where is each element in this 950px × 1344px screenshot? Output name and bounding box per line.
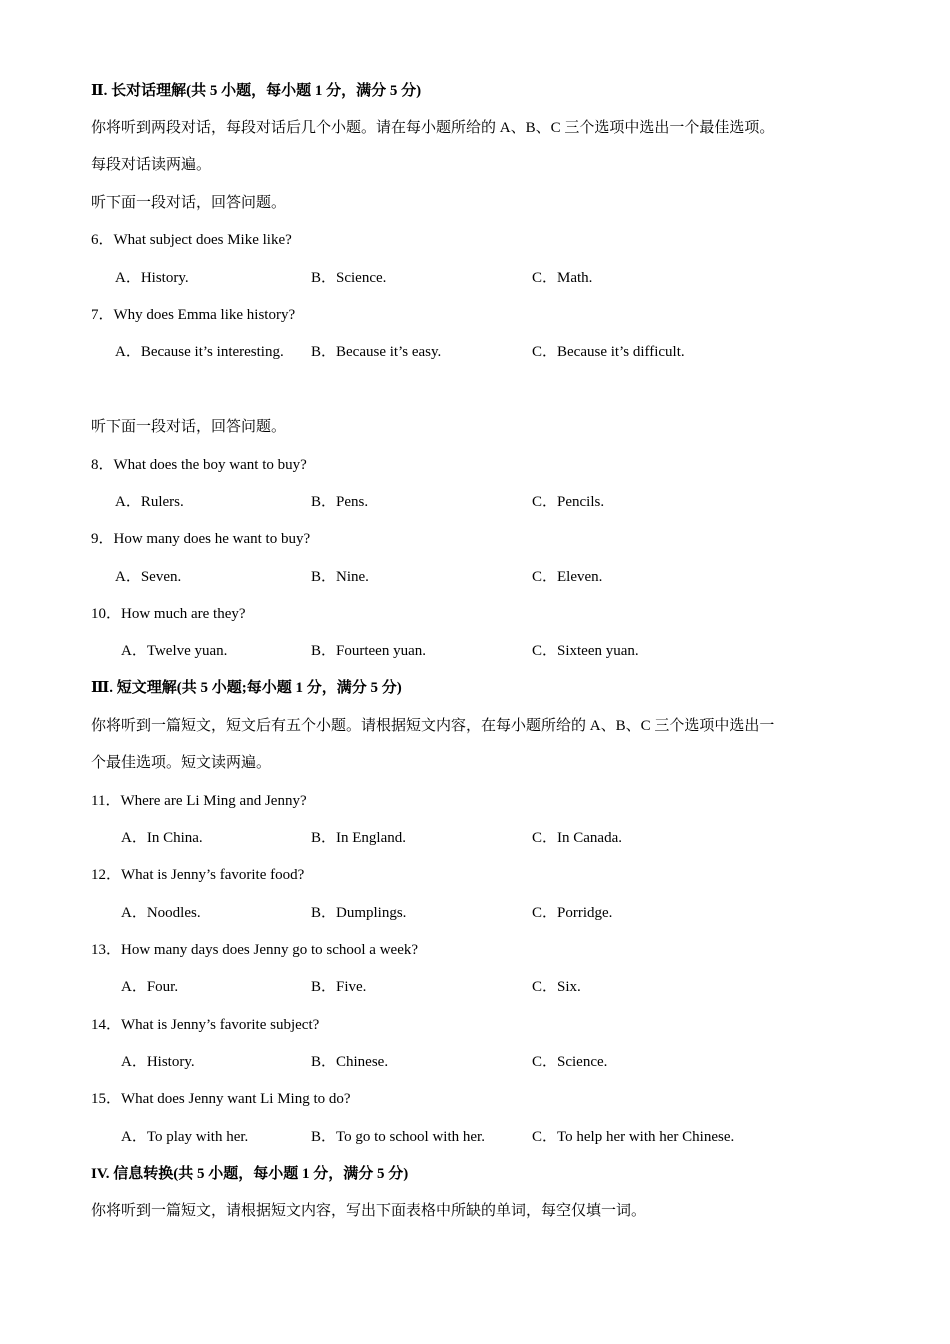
question-6-option-b: B．Science.: [311, 270, 387, 286]
question-10-option-c: C．Sixteen yuan.: [532, 643, 639, 659]
question-11-option-b: B．In England.: [311, 830, 406, 846]
section-3-heading: Ⅲ. 短文理解(共 5 小题;每小题 1 分，满分 5 分): [91, 680, 402, 696]
question-7: 7．Why does Emma like history?: [91, 307, 296, 323]
question-15-option-c: C．To help her with her Chinese.: [532, 1129, 735, 1145]
question-15-option-b: B．To go to school with her.: [311, 1129, 485, 1145]
question-8: 8．What does the boy want to buy?: [91, 457, 307, 473]
question-11-option-a: A．In China.: [121, 830, 203, 846]
question-14: 14．What is Jenny’s favorite subject?: [91, 1017, 320, 1033]
question-13-option-c: C．Six.: [532, 979, 581, 995]
question-10-option-b: B．Fourteen yuan.: [311, 643, 426, 659]
question-11: 11．Where are Li Ming and Jenny?: [91, 793, 307, 809]
question-14-option-a: A．History.: [121, 1054, 195, 1070]
section-2-heading: Ⅱ. 长对话理解(共 5 小题，每小题 1 分，满分 5 分): [91, 83, 422, 99]
section-3-intro-line-1: 你将听到一篇短文，短文后有五个小题。请根据短文内容，在每小题所给的 A、B、C 三个选项中选出一: [91, 718, 775, 734]
question-6: 6．What subject does Mike like?: [91, 232, 292, 248]
question-6-option-c: C．Math.: [532, 270, 593, 286]
question-12: 12．What is Jenny’s favorite food?: [91, 867, 305, 883]
question-8-option-c: C．Pencils.: [532, 494, 605, 510]
question-6-option-a: A．History.: [115, 270, 189, 286]
question-8-option-a: A．Rulers.: [115, 494, 184, 510]
question-14-option-c: C．Science.: [532, 1054, 608, 1070]
question-7-option-c: C．Because it’s difficult.: [532, 344, 685, 360]
question-12-option-c: C．Porridge.: [532, 905, 613, 921]
question-9-option-b: B．Nine.: [311, 569, 369, 585]
question-12-option-b: B．Dumplings.: [311, 905, 407, 921]
question-9-option-a: A．Seven.: [115, 569, 182, 585]
question-13: 13．How many days does Jenny go to school a week?: [91, 942, 419, 958]
question-8-option-b: B．Pens.: [311, 494, 369, 510]
listen-instruction-2: 听下面一段对话，回答问题。: [91, 419, 287, 435]
question-9-option-c: C．Eleven.: [532, 569, 603, 585]
question-15-option-a: A．To play with her.: [121, 1129, 249, 1145]
section-4-heading: IV. 信息转换(共 5 小题，每小题 1 分，满分 5 分): [91, 1166, 409, 1182]
question-15: 15．What does Jenny want Li Ming to do?: [91, 1091, 351, 1107]
question-13-option-b: B．Five.: [311, 979, 367, 995]
section-2-intro-line-1: 你将听到两段对话，每段对话后几个小题。请在每小题所给的 A、B、C 三个选项中选出一个最佳选项。: [91, 120, 775, 136]
question-7-option-b: B．Because it’s easy.: [311, 344, 442, 360]
question-13-option-a: A．Four.: [121, 979, 179, 995]
question-12-option-a: A．Noodles.: [121, 905, 201, 921]
section-4-intro-line-1: 你将听到一篇短文，请根据短文内容，写出下面表格中所缺的单词，每空仅填一词。: [91, 1203, 647, 1219]
section-3-intro-line-2: 个最佳选项。短文读两遍。: [91, 755, 272, 771]
question-11-option-c: C．In Canada.: [532, 830, 622, 846]
question-10-option-a: A．Twelve yuan.: [121, 643, 228, 659]
question-14-option-b: B．Chinese.: [311, 1054, 389, 1070]
question-10: 10．How much are they?: [91, 606, 246, 622]
question-7-option-a: A．Because it’s interesting.: [115, 344, 284, 360]
listen-instruction-1: 听下面一段对话，回答问题。: [91, 195, 287, 211]
section-2-intro-line-2: 每段对话读两遍。: [91, 157, 212, 173]
question-9: 9．How many does he want to buy?: [91, 531, 311, 547]
